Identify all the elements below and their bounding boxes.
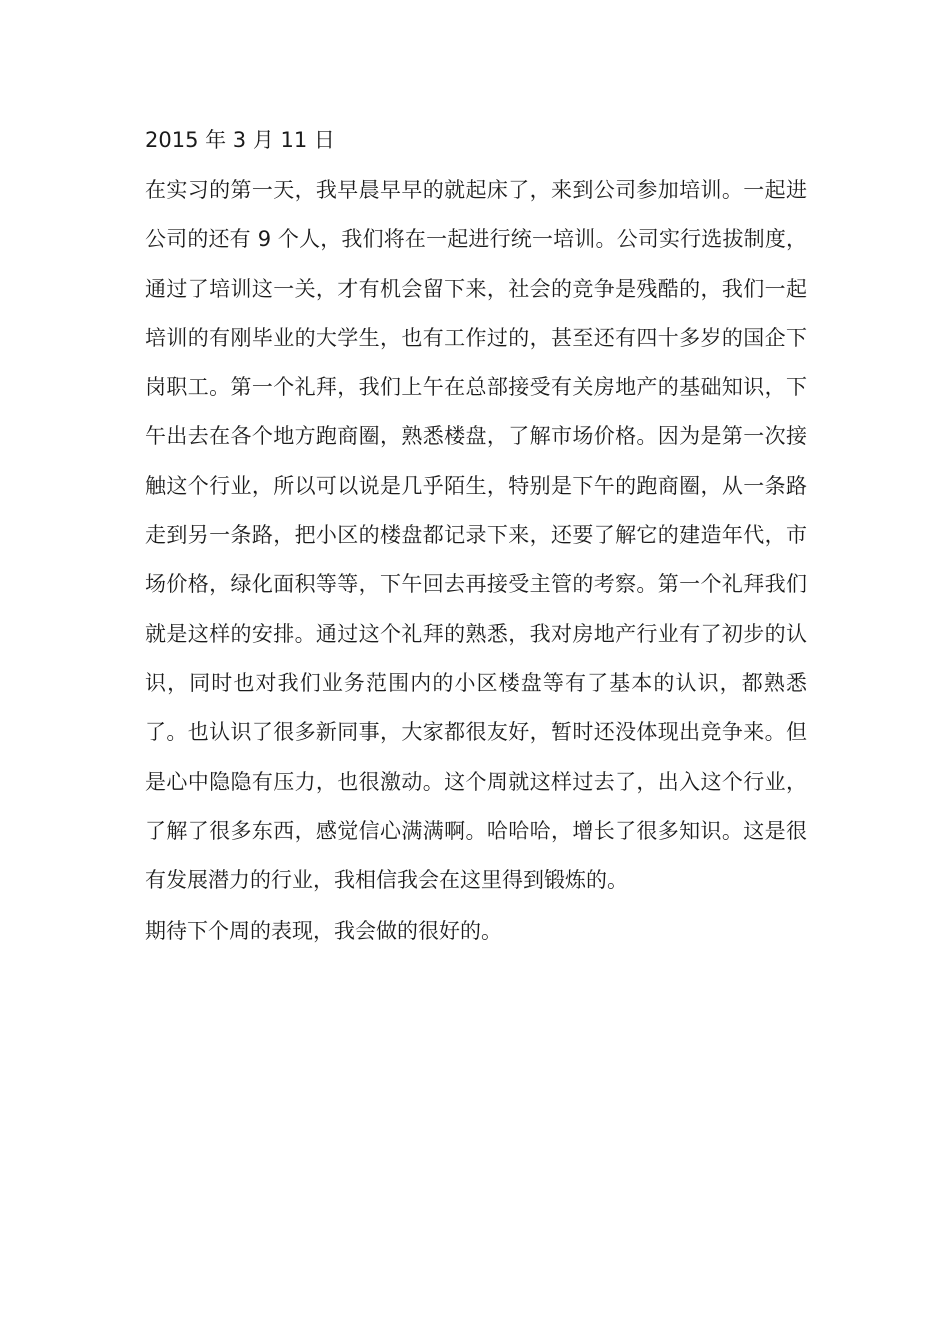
body-paragraph: 在实习的第一天，我早晨早早的就起床了，来到公司参加培训。一起进公司的还有 9 个人，我们将在一起进行统一培训。公司实行选拔制度，通过了培训这一关，才有机会留下来，社会的竞争是残酷的，我们一起培训的有刚毕业的大学生，也有工作过的，甚至还有四十多岁的国企下岗职工。第一个礼拜，我们上午在总部接受有关房地产的基础知识，下午出去在各个地方跑商圈，熟悉楼盘，了解市场价格。因为是第一次接触这个行业，所以可以说是几乎陌生，特别是下午的跑商圈，从一条路走到另一条路，把小区的楼盘都记录下来，还要了解它的建造年代，市场价格，绿化面积等等，下午回去再接受主管的考察。第一个礼拜我们就是这样的安排。通过这个礼拜的熟悉，我对房地产行业有了初步的认识，同时也对我们业务范围内的小区楼盘等有了基本的认识，都熟悉了。也认识了很多新同事，大家都很友好，暂时还没体现出竞争来。但是心中隐隐有压力，也很激动。这个周就这样过去了，出入这个行业，了解了很多东西，感觉信心满满啊。哈哈哈，增长了很多知识。这是很有发展潜力的行业，我相信我会在这里得到锻炼的。 (145, 178, 807, 893)
document-content (145, 118, 807, 953)
document-date: 2015 年 3 月 11 日 (145, 128, 335, 152)
closing-paragraph: 期待下个周的表现，我会做的很好的。 (145, 919, 502, 944)
